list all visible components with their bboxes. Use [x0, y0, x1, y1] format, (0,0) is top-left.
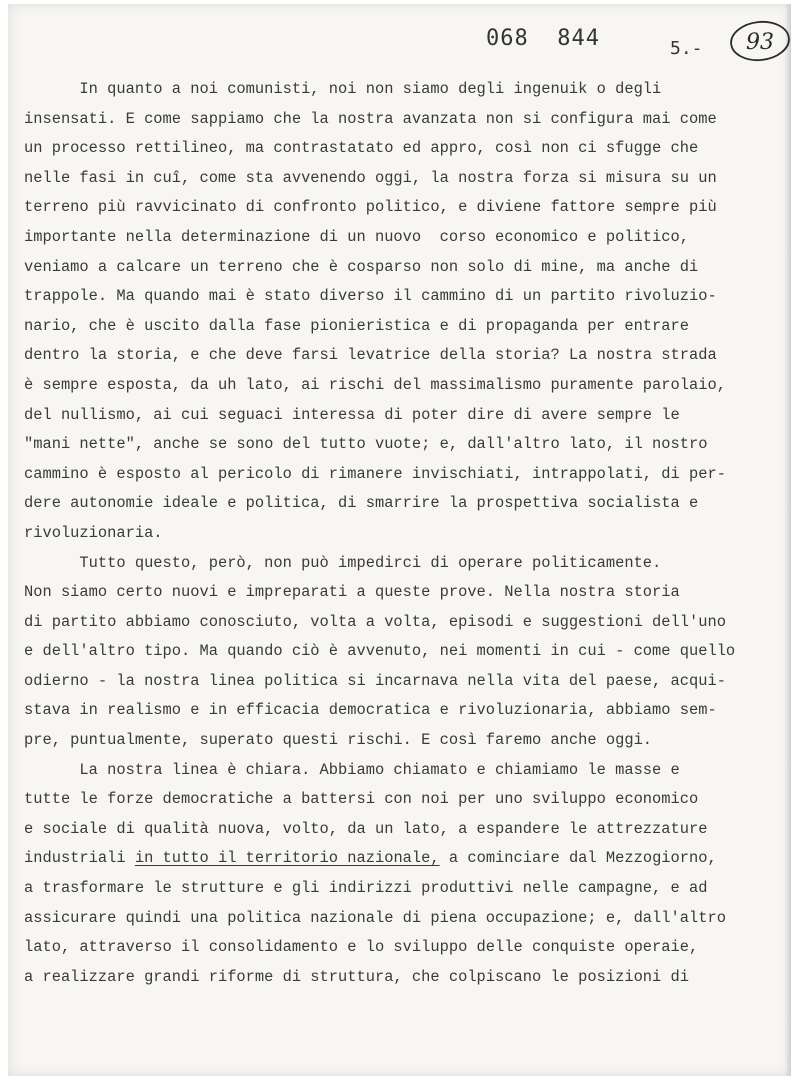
page-number: 5.- — [670, 38, 703, 59]
text-line: e sociale di qualità nuova, volto, da un lato, a espandere le attrezzature — [24, 819, 708, 838]
text-line: Tutto questo, però, non può impedirci di operare politicamente. — [24, 553, 662, 572]
text-line: a trasformare le strutture e gli indirizzi produttivi nelle campagne, e ad — [24, 879, 708, 898]
text-line: tutte le forze democratiche a battersi con noi per uno sviluppo economico — [24, 790, 699, 809]
handwritten-page-number — [728, 18, 791, 64]
text-line: Non siamo certo nuovi e impreparati a queste prove. Nella nostra storia — [24, 583, 680, 602]
text-line: e dell'altro tipo. Ma quando ciò è avvenuto, nei momenti in cui - come quello — [24, 642, 736, 661]
text-line: a realizzare grandi riforme di struttura, che colpiscano le posizioni di — [24, 967, 689, 986]
text-segment: industriali — [24, 849, 135, 868]
text-line: assicurare quindi una politica nazionale di piena occupazione; e, dall'altro — [24, 908, 726, 927]
text-segment: a cominciare dal Mezzogiorno, — [439, 849, 717, 868]
text-line: stava in realismo e in efficacia democratica e rivoluzionaria, abbiamo sem- — [24, 701, 717, 720]
body-text — [24, 75, 791, 992]
text-line: odierno - la nostra linea politica si incarnava nella vita del paese, acqui- — [24, 671, 726, 690]
text-line: cammino è esposto al pericolo di rimanere invischiati, intrappolati, di per- — [24, 464, 726, 483]
text-line: del nullismo, ai cui seguaci interessa di poter dire di avere sempre le — [24, 405, 680, 424]
text-line: importante nella determinazione di un nuovo corso economico e politico, — [24, 227, 689, 246]
text-line: nelle fasi in cuî, come sta avvenendo oggi, la nostra forza si misura su un — [24, 168, 717, 187]
text-line: trappole. Ma quando mai è stato diverso il cammino di un partito rivoluzio- — [24, 287, 717, 306]
text-line: veniamo a calcare un terreno che è cosparso non solo di mine, ma anche di — [24, 257, 699, 276]
text-line: lato, attraverso il consolidamento e lo sviluppo delle conquiste operaie, — [24, 938, 699, 957]
text-line: "mani nette", anche se sono del tutto vuote; e, dall'altro lato, il nostro — [24, 435, 708, 454]
document-number: 068 844 — [486, 26, 600, 51]
text-line: insensati. E come sappiamo che la nostra avanzata non si configura mai come — [24, 109, 717, 128]
text-line: dentro la storia, e che deve farsi levatrice della storia? La nostra strada — [24, 346, 717, 365]
handwritten-number-text: 93 — [746, 30, 774, 55]
text-line: pre, puntualmente, superato questi rischi. E così faremo anche oggi. — [24, 731, 653, 750]
handwritten-circle-icon — [728, 18, 791, 64]
text-line-with-underline — [24, 844, 791, 874]
text-line: In quanto a noi comunisti, noi non siamo degli ingenuik o degli — [24, 80, 662, 98]
text-line: La nostra linea è chiara. Abbiamo chiamato e chiamiamo le masse e — [24, 760, 680, 779]
text-line: nario, che è uscito dalla fase pionieristica e di propaganda per entrare — [24, 316, 689, 335]
text-line: di partito abbiamo conosciuto, volta a volta, episodi e suggestioni dell'uno — [24, 612, 726, 631]
text-line: terreno più ravvicinato di confronto politico, e diviene fattore sempre più — [24, 198, 717, 217]
text-line: un processo rettilineo, ma contrastatato ed appro, così non ci sfugge che — [24, 139, 699, 158]
text-line: è sempre esposta, da uh lato, ai rischi del massimalismo puramente parolaio, — [24, 375, 726, 394]
underlined-text: in tutto il territorio nazionale, — [134, 849, 440, 868]
text-line: dere autonomie ideale e politica, di smarrire la prospettiva socialista e — [24, 494, 699, 513]
document-page — [8, 4, 791, 1076]
text-line: rivoluzionaria. — [24, 523, 163, 542]
